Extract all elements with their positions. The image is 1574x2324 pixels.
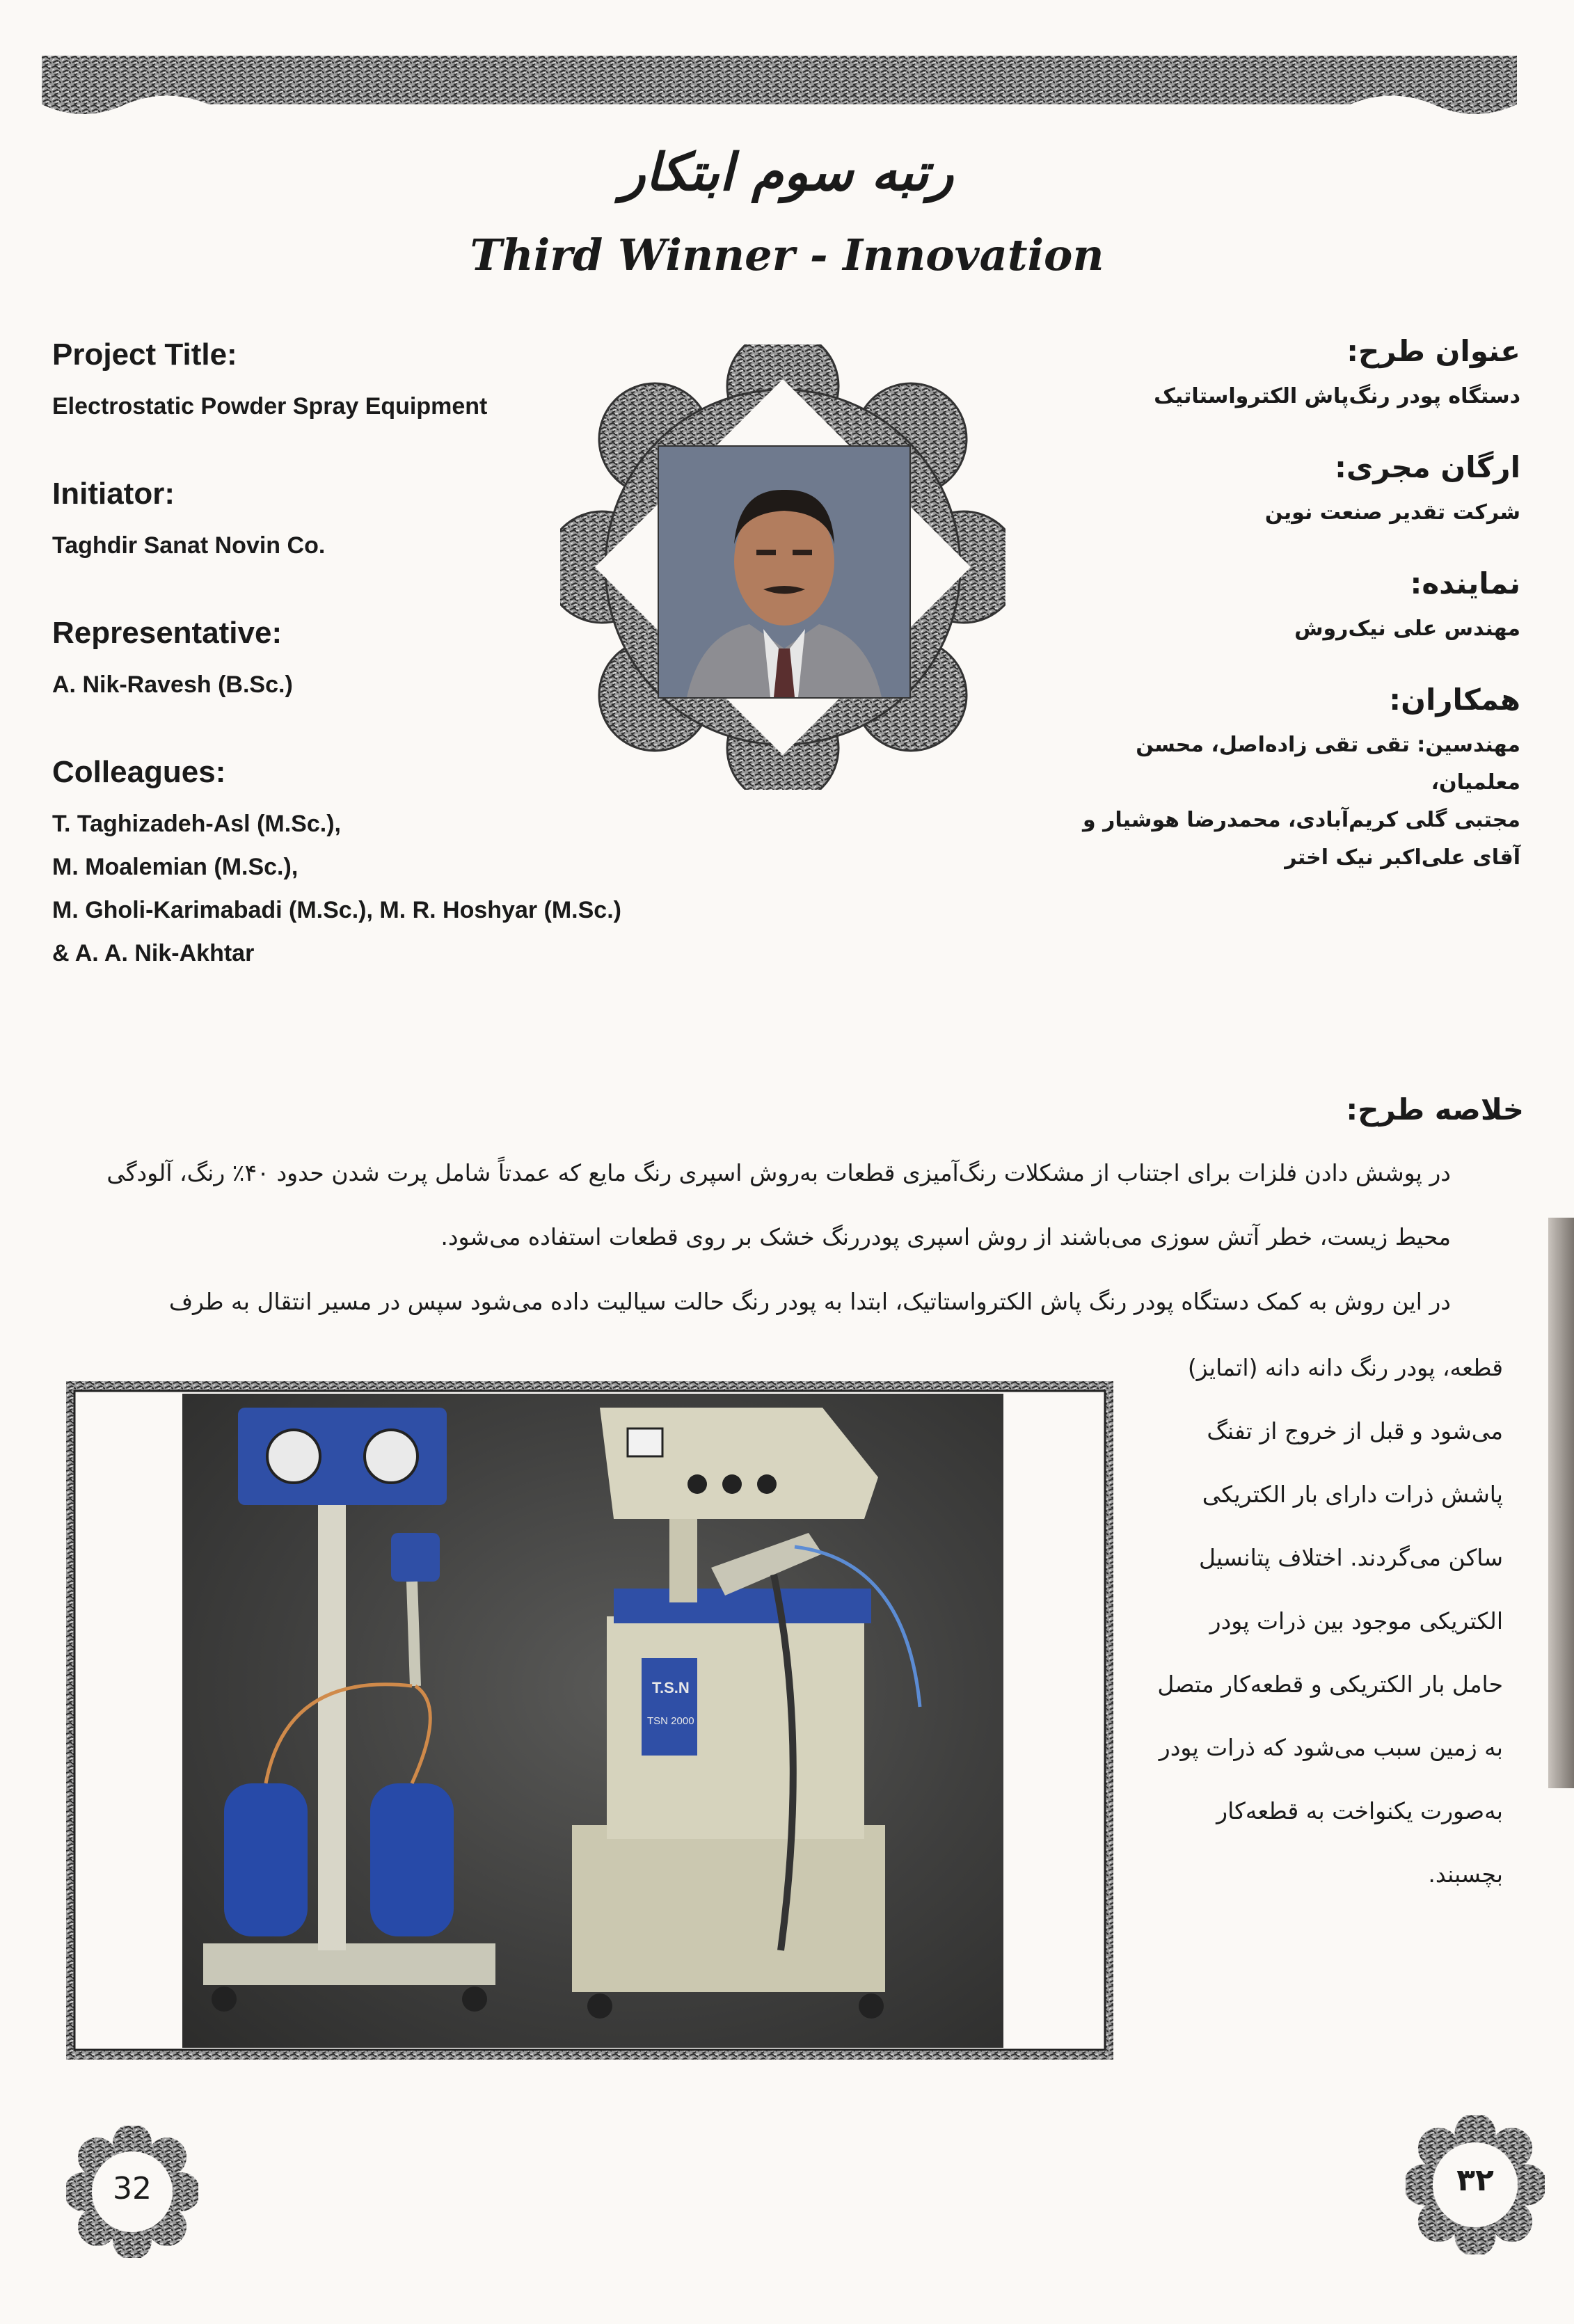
abstract-line: پاشش ذرات دارای بار الکتریکی <box>1202 1481 1503 1508</box>
fa-colleague-line: مهندسین: تقی تقی زاده‌اصل، محسن معلمیان، <box>1136 733 1520 795</box>
persian-details <box>1065 334 1520 912</box>
fa-project-title-block <box>1065 334 1520 415</box>
page-number-right: ۳۲ <box>1456 2163 1494 2198</box>
fa-initiator-label: ارگان مجری: <box>1335 450 1520 484</box>
fa-initiator-value: شرکت تقدیر صنعت نوین <box>1264 500 1520 525</box>
abstract-paragraph: در پوشش دادن فلزات برای اجتناب از مشکلات رنگ‌آمیزی قطعات به‌روش اسپری رنگ مایع که عمدتاً شامل پرت شدن حدود ۴۰٪ رنگ، آلودگی محیط زیست، خطر آتش سوزی می‌باشند از روش اسپری پودررنگ خشک بر روی قطعات استفاده می‌شود. <box>106 1159 1451 1250</box>
abstract-line: می‌شود و قبل از خروج از تفنگ <box>1207 1417 1503 1444</box>
fa-representative-label: نماینده: <box>1410 566 1520 600</box>
initiator-value: Taghdir Sanat Novin Co. <box>52 532 326 559</box>
fa-colleagues-label: همکاران: <box>1389 683 1520 717</box>
abstract-line: به زمین سبب می‌شود که ذرات پودر <box>1159 1734 1503 1761</box>
fa-initiator-block <box>1065 450 1520 532</box>
product-photo <box>182 1394 1003 2048</box>
abstract-line: حامل بار الکتریکی و قطعه‌کار متصل <box>1157 1671 1503 1698</box>
fa-project-title-value: دستگاه پودر رنگ‌پاش الکترواستاتیک <box>1154 384 1520 408</box>
fa-colleague-line: آقای علی‌اکبر نیک اختر <box>1285 845 1520 870</box>
abstract-heading: خلاصه طرح: <box>1346 1092 1524 1127</box>
abstract-line: به‌صورت یکنواخت به قطعه‌کار <box>1216 1797 1503 1824</box>
fa-representative-block <box>1065 566 1520 648</box>
colleagues-label: Colleagues: <box>52 755 226 789</box>
initiator-label: Initiator: <box>52 477 175 511</box>
representative-label: Representative: <box>52 616 283 650</box>
fa-colleagues-block <box>1065 683 1520 877</box>
representative-photo <box>658 445 911 699</box>
project-title-value: Electrostatic Powder Spray Equipment <box>52 393 488 420</box>
page-title-persian: رتبه سوم ابتکار <box>620 143 954 202</box>
abstract-line: قطعه، پودر رنگ دانه دانه (اتمایز) <box>1187 1354 1503 1381</box>
page-edge-shadow <box>1548 1218 1574 1788</box>
abstract-line: ساکن می‌گردند. اختلاف پتانسیل <box>1199 1544 1503 1571</box>
fa-representative-value: مهندس علی نیک‌روش <box>1294 616 1520 641</box>
abstract-line: الکتریکی موجود بین ذرات پودر <box>1209 1607 1503 1634</box>
fa-colleague-line: مجتبی گلی کریم‌آبادی، محمدرضا هوشیار و <box>1082 808 1520 832</box>
page-title-english: Third Winner - Innovation <box>470 230 1104 280</box>
colleague-line: & A. A. Nik-Akhtar <box>52 940 255 966</box>
project-title-label: Project Title: <box>52 337 237 372</box>
header-ornament-band <box>42 56 1517 122</box>
abstract-line: بچسبند. <box>1428 1861 1503 1888</box>
colleague-line: M. Moalemian (M.Sc.), <box>52 854 299 880</box>
fa-project-title-label: عنوان طرح: <box>1346 334 1520 368</box>
abstract-narrow-column <box>1141 1336 1503 1906</box>
page-number-left: 32 <box>113 2171 152 2206</box>
colleague-line: T. Taghizadeh-Asl (M.Sc.), <box>52 811 341 837</box>
colleague-line: M. Gholi-Karimabadi (M.Sc.), M. R. Hoshyar (M.Sc.) <box>52 897 621 923</box>
product-model-label: TSN 2000 <box>647 1715 694 1727</box>
representative-value: A. Nik-Ravesh (B.Sc.) <box>52 671 293 698</box>
abstract-paragraph: در این روش به کمک دستگاه پودر رنگ پاش الکترواستاتیک، ابتدا به پودر رنگ حالت سیالیت داده می‌شود سپس در مسیر انتقال به طرف <box>168 1288 1451 1315</box>
product-brand-label: T.S.N <box>652 1679 690 1696</box>
